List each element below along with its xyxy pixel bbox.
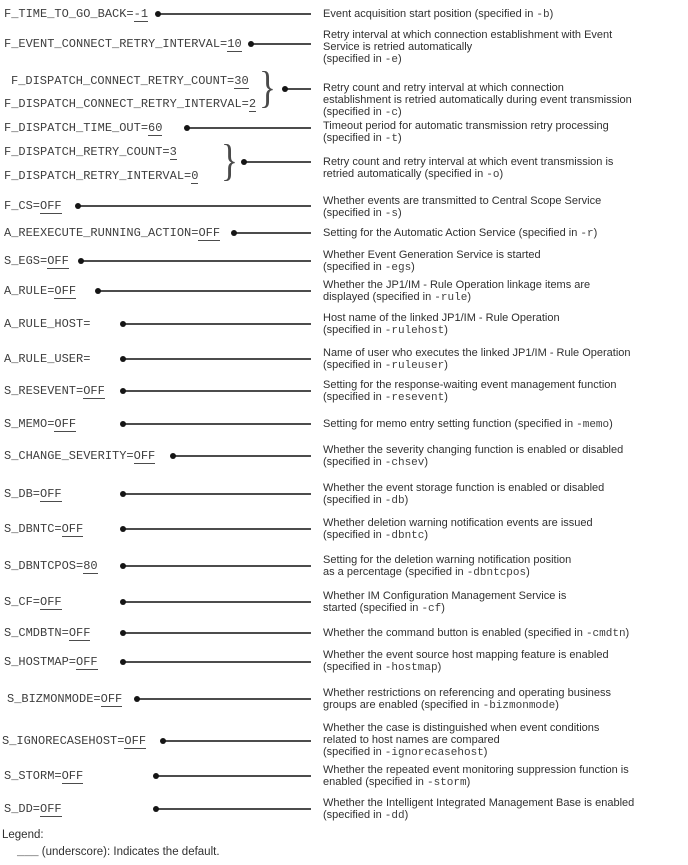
parameter-default-value: 60 (148, 121, 163, 135)
description-line (323, 132, 609, 145)
connector-line (122, 423, 311, 425)
param-f-dispatch-retry-count (4, 146, 177, 159)
description-line (323, 53, 612, 66)
description-text: (specified in (323, 391, 385, 403)
parameter-name: F_EVENT_CONNECT_RETRY_INTERVAL= (4, 37, 228, 51)
description-text: ) (483, 746, 488, 758)
description-text: ) (404, 809, 409, 821)
description-line (323, 249, 541, 261)
description-text: ) (444, 391, 448, 403)
parameter-name: F_DISPATCH_RETRY_COUNT= (4, 145, 170, 159)
parameter-default-value: OFF (54, 284, 77, 298)
description-text: ) (397, 106, 402, 118)
description-line (323, 649, 609, 661)
param-s-ignorecasehost (2, 735, 146, 748)
description-text: (specified in (323, 106, 385, 118)
option-switch: -dbntcpos (466, 567, 527, 579)
description-line (323, 494, 604, 507)
connector-bullet (134, 696, 140, 702)
param-s-resevent (4, 385, 105, 398)
description-line (323, 418, 613, 431)
connector-bullet (231, 230, 237, 236)
parameter-default-value: 80 (83, 559, 98, 573)
description (323, 8, 553, 21)
description-text: Retry count and retry interval at which connection (323, 82, 564, 94)
connector-bullet (120, 659, 126, 665)
parameter-default-value: OFF (76, 655, 98, 669)
option-switch: -hostmap (384, 662, 438, 674)
option-switch: -resevent (384, 392, 445, 404)
description-text: groups are enabled (specified in (323, 699, 483, 711)
description-text: Whether the severity changing function is enabled or disabled (323, 444, 624, 456)
connector-bullet (153, 806, 159, 812)
parameter-name: A_REEXECUTE_RUNNING_ACTION= (4, 226, 199, 240)
description-text: ) (593, 227, 598, 239)
description-line (323, 29, 612, 41)
description-text: Whether the case is distinguished when event conditions (323, 722, 600, 734)
connector-line (122, 565, 311, 567)
description-line (323, 195, 601, 207)
description-line (323, 41, 612, 53)
description-text: ) (437, 661, 442, 673)
parameter-name: S_DD= (4, 802, 41, 816)
parameter-default-value: OFF (61, 769, 84, 783)
description (323, 312, 560, 337)
parameter-default-value: 0 (191, 169, 199, 183)
description-text: ) (411, 261, 415, 273)
parameter-name: S_DB= (4, 487, 41, 501)
connector-line (122, 390, 311, 392)
parameter-default-value: OFF (40, 595, 62, 609)
description-line (323, 776, 629, 789)
description-text: retried automatically (specified in (323, 168, 487, 180)
option-switch: -memo (576, 419, 610, 431)
description (323, 227, 597, 240)
option-switch: -storm (426, 777, 467, 789)
connector-bullet (120, 356, 126, 362)
description (323, 249, 541, 274)
description-text: Whether deletion warning notification events are issued (323, 517, 593, 529)
legend-underscore-sample: ___ (17, 845, 39, 859)
connector-bullet (120, 321, 126, 327)
param-s-dbntcpos (4, 560, 98, 573)
description-text: Service is retried automatically (323, 41, 473, 53)
description-line (323, 722, 599, 734)
parameter-default-value: OFF (198, 226, 221, 240)
description-line (323, 324, 560, 337)
option-switch: -s (384, 208, 398, 220)
connector-bullet (160, 738, 166, 744)
connector-line (233, 232, 311, 234)
description-line (323, 482, 604, 494)
connector-line (186, 127, 311, 129)
param-a-rule-host (4, 318, 90, 331)
description-text: ) (424, 456, 429, 468)
parameter-default-value: OFF (40, 487, 62, 501)
option-switch: -ruleuser (384, 360, 445, 372)
parameter-name: S_CMDBTN= (4, 626, 69, 640)
description-text: ) (555, 699, 559, 711)
parameter-name: S_RESEVENT= (4, 384, 84, 398)
description-line (323, 687, 611, 699)
param-a-rule (4, 285, 76, 298)
connector-line (243, 161, 311, 163)
description-line (323, 379, 617, 391)
description-line (323, 261, 541, 274)
param-s-dd (4, 803, 62, 816)
parameter-default-value: OFF (133, 449, 156, 463)
param-s-egs (4, 255, 69, 268)
option-switch: -cf (421, 603, 442, 615)
connector-bullet (120, 563, 126, 569)
connector-bullet (153, 773, 159, 779)
description-line (323, 529, 593, 542)
param-f-dispatch-retry-interval (4, 170, 198, 183)
parameter-default-value: OFF (40, 802, 62, 816)
description-text: displayed (specified in (323, 291, 435, 303)
connector-bullet (184, 125, 190, 131)
description-text: (specified in (323, 529, 385, 541)
description-line (323, 168, 613, 181)
description-line (323, 207, 601, 220)
description-line (323, 590, 566, 602)
description-text: ) (526, 566, 530, 578)
connector-line (122, 323, 311, 325)
description-text: (specified in (323, 132, 385, 144)
description-line (323, 359, 631, 372)
connector-bullet (120, 421, 126, 427)
description-text: (specified in (323, 324, 385, 336)
description-text: (specified in (323, 809, 385, 821)
param-s-storm (4, 770, 83, 783)
description-line (323, 554, 571, 566)
parameter-default-value: -1 (133, 7, 149, 21)
description-line (323, 734, 599, 746)
description-text: Whether the Intelligent Integrated Management Base is enabled (323, 797, 635, 809)
description-text: enabled (specified in (323, 776, 427, 788)
connector-bullet (120, 599, 126, 605)
param-s-dbntc (4, 523, 83, 536)
parameter-name: A_RULE_HOST= (4, 317, 91, 331)
connector-bullet (170, 453, 176, 459)
parameter-name: F_DISPATCH_TIME_OUT= (4, 121, 149, 135)
connector-line (97, 290, 311, 292)
option-switch: -rulehost (384, 325, 445, 337)
description-line (323, 82, 632, 94)
connector-line (284, 88, 311, 90)
description-line (323, 106, 632, 119)
description-text: ) (424, 529, 429, 541)
param-f-dispatch-time-out (4, 122, 162, 135)
description (323, 444, 623, 469)
connector-line (157, 13, 311, 15)
parameter-default-value: 10 (227, 37, 242, 51)
option-switch: -dbntc (384, 530, 425, 542)
description-text: Whether the repeated event monitoring suppression function is (323, 764, 629, 776)
description (323, 82, 632, 119)
description-text: (specified in (323, 261, 385, 273)
description-text: Setting for memo entry setting function (specified in (323, 418, 577, 430)
description (323, 418, 613, 431)
param-s-db (4, 488, 62, 501)
option-switch: -db (384, 495, 405, 507)
description-line (323, 444, 623, 456)
option-switch: -cmdtn (585, 628, 626, 640)
parameter-default-value: 30 (234, 74, 249, 88)
description (323, 687, 611, 712)
connector-bullet (120, 388, 126, 394)
connector-bullet (248, 41, 254, 47)
description-text: ) (444, 359, 448, 371)
param-a-reexecute-running-action (4, 227, 220, 240)
option-switch: -r (580, 228, 594, 240)
connector-line (136, 698, 311, 700)
description-line (323, 312, 560, 324)
connector-bullet (95, 288, 101, 294)
connector-bullet (78, 258, 84, 264)
param-s-hostmap (4, 656, 98, 669)
description-text: Whether IM Configuration Management Service is (323, 590, 567, 602)
param-f-cs (4, 200, 62, 213)
parameter-default-value: OFF (68, 626, 91, 640)
param-f-dispatch-connect-retry-count (11, 75, 249, 88)
description-line (323, 797, 634, 809)
param-s-cmdbtn (4, 627, 90, 640)
parameter-name: S_HOSTMAP= (4, 655, 77, 669)
description-text: (specified in (323, 456, 385, 468)
option-switch: -egs (384, 262, 412, 274)
description-line (323, 566, 571, 579)
description-line (323, 699, 611, 712)
parameter-default-value: OFF (124, 734, 147, 748)
parameter-name: F_DISPATCH_CONNECT_RETRY_INTERVAL= (4, 97, 249, 111)
description-text: ) (397, 207, 402, 219)
option-switch: -bizmonmode (482, 700, 556, 712)
legend-note (17, 845, 220, 859)
description (323, 379, 617, 404)
description-text: ) (466, 776, 471, 788)
group-brace: } (221, 136, 238, 185)
option-switch: -e (384, 54, 398, 66)
description-text: ) (404, 494, 409, 506)
description-text: Timeout period for automatic transmission retry processing (323, 120, 609, 132)
option-switch: -t (384, 133, 398, 145)
description-line (323, 764, 629, 776)
description-text: Retry interval at which connection establishment with Event (323, 29, 613, 41)
description-text: (specified in (323, 359, 385, 371)
description-line (323, 8, 553, 21)
description-text: Setting for the Automatic Action Service (specified in (323, 227, 581, 239)
parameter-name: F_DISPATCH_CONNECT_RETRY_COUNT= (11, 74, 235, 88)
option-switch: -b (536, 9, 550, 21)
description-text: ) (499, 168, 504, 180)
description-line (323, 227, 597, 240)
description-text: establishment is retried automatically during event transmission (323, 94, 632, 106)
parameter-default-value: OFF (47, 254, 69, 268)
description-text: ) (609, 418, 613, 430)
description-text: Whether the JP1/IM - Rule Operation linkage items are (323, 279, 591, 291)
parameter-default-value: OFF (83, 384, 105, 398)
description-text: Whether restrictions on referencing and operating business (323, 687, 611, 699)
description-line (323, 746, 599, 759)
description-text: Whether events are transmitted to Central Scope Service (323, 195, 602, 207)
connector-line (162, 740, 311, 742)
description-text: Event acquisition start position (specified in (323, 8, 537, 20)
param-a-rule-user (4, 353, 90, 366)
description (323, 482, 604, 507)
parameter-name: S_EGS= (4, 254, 48, 268)
parameter-name: S_CF= (4, 595, 41, 609)
parameter-default-value: OFF (61, 522, 84, 536)
description-text: ) (397, 53, 402, 65)
parameter-name: S_STORM= (4, 769, 62, 783)
description-line (323, 602, 566, 615)
parameter-name: F_TIME_TO_GO_BACK= (4, 7, 134, 21)
description-text: started (specified in (323, 602, 422, 614)
description-line (323, 661, 609, 674)
group-brace: } (259, 63, 276, 112)
parameter-default-value: 2 (248, 97, 257, 111)
parameter-name: S_BIZMONMODE= (7, 692, 101, 706)
parameter-default-value: 3 (169, 145, 177, 159)
description-text: Host name of the linked JP1/IM - Rule Operation (323, 312, 560, 324)
description-text: ) (625, 627, 630, 639)
description-line (323, 517, 593, 529)
param-f-event-connect-retry-interval (4, 38, 242, 51)
param-f-time-to-go-back (4, 8, 148, 21)
description-line (323, 347, 631, 359)
parameter-default-value: OFF (54, 417, 77, 431)
connector-line (122, 601, 311, 603)
connector-line (155, 808, 311, 810)
parameter-name: A_RULE_USER= (4, 352, 91, 366)
description-line (323, 156, 613, 168)
connector-line (77, 205, 311, 207)
description-line (323, 94, 632, 106)
description (323, 797, 634, 822)
parameter-name: S_MEMO= (4, 417, 55, 431)
description-line (323, 391, 617, 404)
connector-line (122, 358, 311, 360)
description-line (323, 627, 629, 640)
option-switch: -o (486, 169, 500, 181)
description-text: Name of user who executes the linked JP1/IM - Rule Operation (323, 347, 631, 359)
option-switch: -c (384, 107, 398, 119)
description (323, 156, 613, 181)
description-line (323, 809, 634, 822)
parameter-name: F_DISPATCH_RETRY_INTERVAL= (4, 169, 192, 183)
description-text: ) (549, 8, 554, 20)
description-text: Whether the command button is enabled (specified in (323, 627, 586, 639)
description (323, 120, 609, 145)
connector-line (122, 493, 311, 495)
param-s-cf (4, 596, 62, 609)
description-text: as a percentage (specified in (323, 566, 467, 578)
description-text: ) (444, 324, 448, 336)
option-switch: -rule (434, 292, 468, 304)
description (323, 764, 629, 789)
connector-line (122, 528, 311, 530)
connector-bullet (282, 86, 288, 92)
parameter-name: S_DBNTC= (4, 522, 62, 536)
connector-bullet (120, 630, 126, 636)
description (323, 347, 631, 372)
parameter-name: S_CHANGE_SEVERITY= (4, 449, 134, 463)
description-text: Whether Event Generation Service is started (323, 249, 541, 261)
description (323, 722, 599, 759)
parameter-name: F_CS= (4, 199, 41, 213)
option-switch: -dd (384, 810, 405, 822)
description (323, 627, 629, 640)
connector-bullet (120, 526, 126, 532)
description-line (323, 279, 590, 291)
param-f-dispatch-connect-retry-interval (4, 98, 256, 111)
legend-note-text: (underscore): Indicates the default. (38, 846, 220, 858)
connector-bullet (120, 491, 126, 497)
parameter-name: A_RULE= (4, 284, 55, 298)
description (323, 279, 590, 304)
description-line (323, 120, 609, 132)
description-text: (specified in (323, 207, 385, 219)
description-text: related to host names are compared (323, 734, 500, 746)
connector-line (122, 661, 311, 663)
connector-line (250, 43, 311, 45)
parameter-name: S_IGNORECASEHOST= (2, 734, 125, 748)
description-line (323, 291, 590, 304)
connector-line (80, 260, 311, 262)
option-switch: -ignorecasehost (384, 747, 484, 759)
description (323, 590, 566, 615)
description-line (323, 456, 623, 469)
description-text: Setting for the response-waiting event management function (323, 379, 617, 391)
legend-title: Legend: (2, 829, 44, 841)
parameter-default-value: OFF (40, 199, 62, 213)
option-switch: -chsev (384, 457, 425, 469)
connector-bullet (75, 203, 81, 209)
description (323, 649, 609, 674)
connector-line (172, 455, 311, 457)
description-text: Whether the event source host mapping feature is enabled (323, 649, 609, 661)
description (323, 554, 571, 579)
description-text: ) (441, 602, 445, 614)
connector-bullet (241, 159, 247, 165)
parameter-default-value: OFF (100, 692, 123, 706)
description-text: (specified in (323, 661, 385, 673)
connector-line (122, 632, 311, 634)
parameter-name: S_DBNTCPOS= (4, 559, 84, 573)
description-text: ) (467, 291, 471, 303)
description-text: (specified in (323, 494, 385, 506)
connector-line (155, 775, 311, 777)
description-text: Retry count and retry interval at which event transmission is (323, 156, 614, 168)
description-text: Setting for the deletion warning notification position (323, 554, 572, 566)
param-s-memo (4, 418, 76, 431)
connector-bullet (155, 11, 161, 17)
param-s-bizmonmode (7, 693, 122, 706)
description-text: (specified in (323, 53, 385, 65)
description (323, 29, 612, 66)
param-s-change-severity (4, 450, 155, 463)
description (323, 195, 601, 220)
description-text: (specified in (323, 746, 385, 758)
description-text: ) (397, 132, 402, 144)
description-text: Whether the event storage function is enabled or disabled (323, 482, 605, 494)
description (323, 517, 593, 542)
